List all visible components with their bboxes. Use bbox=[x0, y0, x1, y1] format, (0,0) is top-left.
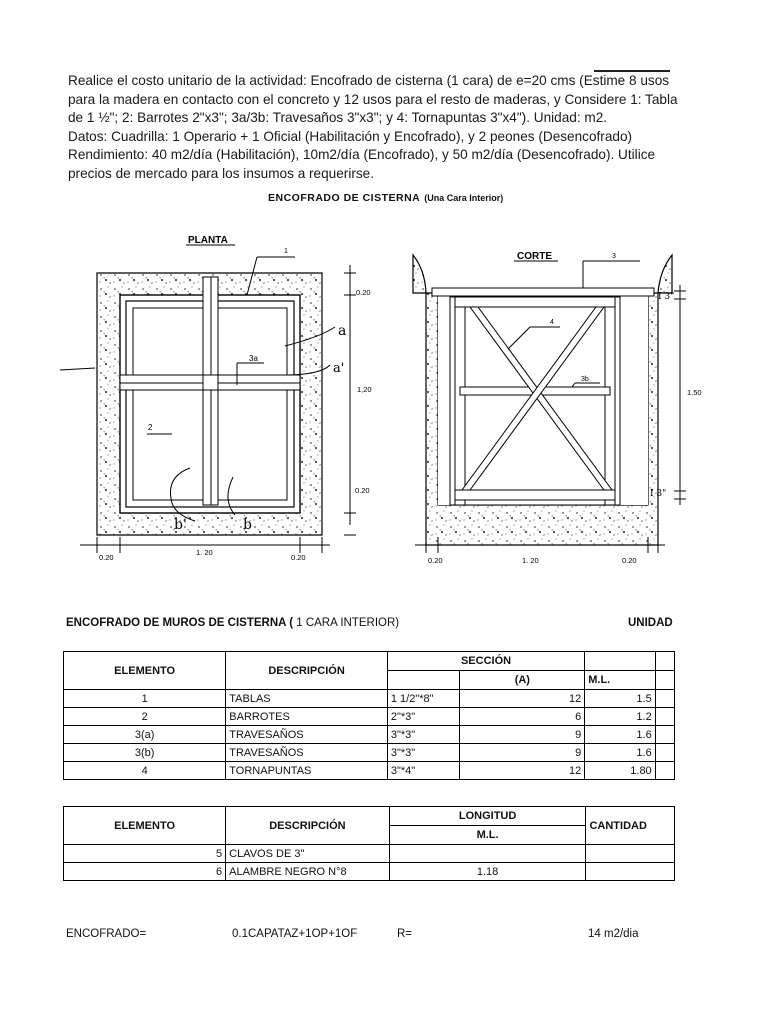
cell-a: 12 bbox=[460, 762, 585, 780]
figure-subtitle: (Una Cara Interior) bbox=[424, 193, 504, 203]
footer-label: ENCOFRADO= bbox=[66, 928, 147, 940]
header-blank bbox=[387, 671, 460, 690]
cell-a: 9 bbox=[460, 744, 585, 762]
cell-seccion: 3"*3" bbox=[387, 744, 460, 762]
plan-dim-right-bot: 0.20 bbox=[355, 486, 370, 495]
cell-cantidad bbox=[586, 863, 675, 881]
header-ml: M.L. bbox=[389, 826, 586, 845]
section-dim-bottom-left: 0.20 bbox=[428, 556, 443, 565]
header-elemento: ELEMENTO bbox=[64, 807, 226, 845]
cell-descripcion: BARROTES bbox=[226, 708, 388, 726]
header-blank bbox=[655, 671, 674, 690]
plan-dim-right-top: 0.20 bbox=[356, 288, 371, 297]
plan-dim-bottom-right: 0.20 bbox=[291, 553, 306, 562]
section-dim-bottom-mid: 1. 20 bbox=[522, 556, 539, 565]
plan-dim-right-mid: 1,20 bbox=[357, 385, 372, 394]
cell-descripcion: TABLAS bbox=[226, 690, 388, 708]
cell-seccion: 3"*3" bbox=[387, 726, 460, 744]
sheet-title-bold: ENCOFRADO DE MUROS DE CISTERNA ( bbox=[66, 617, 294, 629]
table-row bbox=[64, 845, 675, 863]
problem-line: para la madera en contacto con el concreto y 12 usos para el resto de maderas, y Considere 1: Tabla bbox=[68, 91, 678, 107]
table-row bbox=[64, 762, 675, 780]
callout-3: 3 bbox=[612, 253, 616, 260]
header-a: (A) bbox=[460, 671, 585, 690]
formwork-drawing bbox=[0, 215, 768, 580]
cell-seccion: 2"*3" bbox=[387, 708, 460, 726]
cell-elemento: 3(b) bbox=[64, 744, 226, 762]
table1-wrapper bbox=[63, 651, 675, 795]
cell-descripcion: CLAVOS DE 3" bbox=[226, 845, 390, 863]
cell-elemento: 6 bbox=[64, 863, 226, 881]
plan-label: PLANTA bbox=[188, 235, 228, 246]
section-label: CORTE bbox=[517, 251, 552, 262]
accessories-table bbox=[63, 806, 675, 881]
cell-blank bbox=[655, 708, 674, 726]
callout-b: b bbox=[243, 517, 252, 533]
cell-ml: 1.80 bbox=[585, 762, 655, 780]
section-view bbox=[413, 251, 702, 565]
problem-line: Datos: Cuadrilla: 1 Operario + 1 Oficial (Habilitación y Encofrado), y 2 peones (Desencofrado) bbox=[68, 128, 633, 144]
cell-ml: 1.5 bbox=[585, 690, 655, 708]
header-blank bbox=[655, 652, 674, 671]
table-row bbox=[64, 726, 675, 744]
footer-r-label: R= bbox=[397, 928, 413, 940]
callout-3a: 3a bbox=[249, 354, 258, 363]
header-descripcion: DESCRIPCIÓN bbox=[226, 652, 388, 690]
cell-elemento: 3(a) bbox=[64, 726, 226, 744]
header-cantidad: CANTIDAD bbox=[586, 807, 675, 845]
table-row bbox=[64, 690, 675, 708]
problem-statement bbox=[68, 72, 768, 183]
plan-dim-bottom-mid: 1. 20 bbox=[196, 548, 213, 557]
cell-ml: 1.2 bbox=[585, 708, 655, 726]
cell-elemento: 2 bbox=[64, 708, 226, 726]
problem-line: de 1 ½"; 2: Barrotes 2"x3"; 3a/3b: Travesaños 3"x3"; y 4: Tornapuntas 3"x4"). Unidad: m2. bbox=[68, 110, 608, 125]
cell-descripcion: TRAVESAÑOS bbox=[226, 726, 388, 744]
plan-dim-bottom-left: 0.20 bbox=[99, 553, 114, 562]
callout-a-prime: a' bbox=[333, 361, 345, 376]
cell-a: 12 bbox=[460, 690, 585, 708]
cell-ml: 1.6 bbox=[585, 726, 655, 744]
figure-title bbox=[268, 192, 503, 204]
table-row bbox=[64, 744, 675, 762]
problem-line: Realice el costo unitario de la actividad: Encofrado de cisterna (1 cara) de e=20 cms (Estime 8 usos bbox=[68, 73, 670, 88]
section-dim-right-top: I 3" bbox=[658, 292, 675, 302]
materials-table bbox=[63, 651, 675, 780]
callout-4: 4 bbox=[550, 319, 554, 326]
cell-seccion: 3"*4" bbox=[387, 762, 460, 780]
cell-descripcion: TORNAPUNTAS bbox=[226, 762, 388, 780]
header-ml: M.L. bbox=[585, 671, 655, 690]
sheet-title bbox=[66, 617, 399, 629]
header-elemento: ELEMENTO bbox=[64, 652, 226, 690]
header-blank bbox=[585, 652, 655, 671]
table2-wrapper bbox=[63, 806, 675, 886]
cell-descripcion: TRAVESAÑOS bbox=[226, 744, 388, 762]
plan-view bbox=[60, 235, 372, 562]
header-seccion: SECCIÓN bbox=[387, 652, 584, 671]
cell-ml: 1.6 bbox=[585, 744, 655, 762]
callout-1: 1 bbox=[284, 248, 288, 255]
header-descripcion: DESCRIPCIÓN bbox=[226, 807, 390, 845]
section-dim-bottom-right: 0.20 bbox=[622, 556, 637, 565]
cell-blank bbox=[655, 726, 674, 744]
section-dim-right-bot: I 3" bbox=[650, 489, 667, 499]
cell-seccion: 1 1/2"*8" bbox=[387, 690, 460, 708]
cell-elemento: 5 bbox=[64, 845, 226, 863]
cell-elemento: 4 bbox=[64, 762, 226, 780]
cell-a: 9 bbox=[460, 726, 585, 744]
cell-blank bbox=[655, 762, 674, 780]
callout-b-prime: b' bbox=[174, 517, 187, 533]
callout-2: 2 bbox=[148, 423, 153, 432]
table-row bbox=[64, 863, 675, 881]
sheet-title-rest: 1 CARA INTERIOR) bbox=[293, 617, 400, 629]
cell-ml bbox=[389, 845, 586, 863]
unidad-header: UNIDAD bbox=[628, 617, 673, 629]
cell-blank bbox=[655, 690, 674, 708]
cell-blank bbox=[655, 744, 674, 762]
problem-line: precios de mercado para los insumos a requerirse. bbox=[68, 165, 375, 181]
table-row bbox=[64, 708, 675, 726]
figure-title-text: ENCOFRADO DE CISTERNA bbox=[268, 192, 421, 204]
cell-a: 6 bbox=[460, 708, 585, 726]
cell-ml: 1.18 bbox=[389, 863, 586, 881]
header-longitud: LONGITUD bbox=[389, 807, 586, 826]
section-dim-right-mid: 1.50 bbox=[687, 388, 702, 397]
cell-descripcion: ALAMBRE NEGRO N°8 bbox=[226, 863, 390, 881]
footer-r-value: 14 m2/dia bbox=[588, 928, 639, 940]
callout-3b: 3b bbox=[581, 376, 589, 383]
callout-a: a bbox=[338, 323, 347, 339]
problem-line: Rendimiento: 40 m2/día (Habilitación), 10m2/día (Encofrado), y 50 m2/día (Desencofrado). Utilice bbox=[68, 147, 656, 162]
footer-crew: 0.1CAPATAZ+1OP+1OF bbox=[232, 928, 358, 940]
cell-elemento: 1 bbox=[64, 690, 226, 708]
cell-cantidad bbox=[586, 845, 675, 863]
